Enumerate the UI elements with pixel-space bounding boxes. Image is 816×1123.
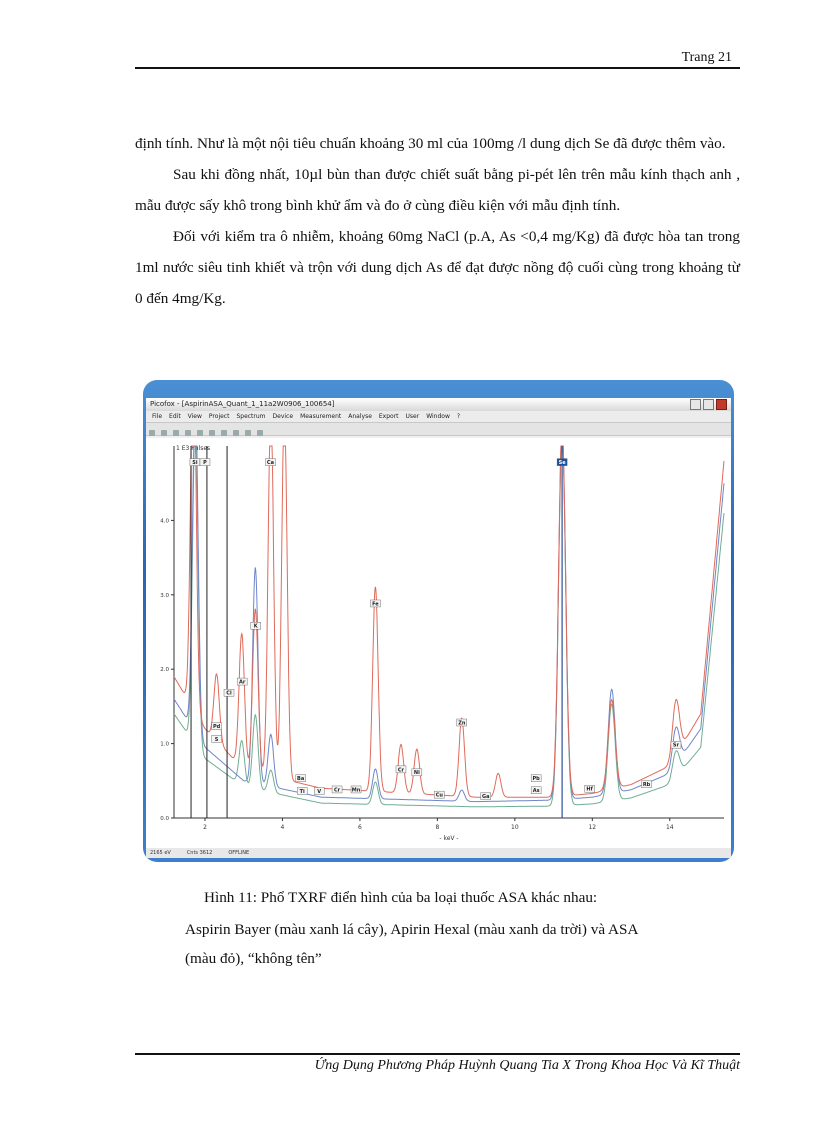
peak-label: S	[214, 736, 219, 743]
x-tick-label: 6	[358, 824, 362, 831]
x-tick-label: 14	[665, 824, 674, 831]
x-tick-label: 8	[435, 824, 440, 831]
x-tick-label: 12	[588, 824, 597, 831]
window-menubar	[146, 411, 731, 422]
menu-item: User	[405, 413, 420, 420]
toolbar-icon	[173, 430, 179, 436]
y-tick-label: 4.0	[160, 518, 169, 525]
menu-item: View	[187, 413, 202, 420]
peak-label: Sr	[672, 742, 680, 749]
peak-label: Fe	[372, 601, 379, 608]
toolbar-icon	[149, 430, 155, 436]
menu-item: Export	[378, 413, 399, 420]
toolbar-icon	[209, 430, 215, 436]
figure-caption-line-1: Hình 11: Phổ TXRF điển hình của ba loại thuốc ASA khác nhau:	[204, 889, 598, 906]
y-tick-label: 0.0	[160, 816, 169, 822]
window-buttons	[688, 399, 727, 415]
y-axis-label: 1 E3 Pulses	[176, 445, 211, 452]
peak-label: Cl	[226, 690, 232, 697]
menu-item: Window	[426, 413, 450, 420]
menu-item: Analyse	[348, 413, 372, 420]
figure-caption-line-2: Aspirin Bayer (màu xanh lá cây), Apirin Hexal (màu xanh da trời) và ASA	[185, 921, 639, 938]
menu-item: Project	[208, 413, 230, 420]
paragraph-1: định tính. Như là một nội tiêu chuẩn khoảng 30 ml của 100mg /l dung dịch Se đã được thêm vào.	[135, 135, 726, 152]
menu-item: Spectrum	[236, 413, 266, 420]
y-tick-label: 1.0	[160, 741, 169, 748]
maximize-icon	[703, 399, 714, 410]
peak-label: Se	[558, 460, 566, 466]
close-icon	[716, 399, 727, 410]
status-item: 2165 eV	[150, 850, 171, 856]
x-tick-label: 10	[511, 824, 519, 831]
spectrum-line	[174, 446, 724, 797]
menu-item: ?	[456, 413, 461, 420]
peak-label: Ni	[413, 770, 420, 777]
x-axis-label: - keV -	[439, 835, 459, 842]
status-item: OFFLINE	[228, 850, 250, 856]
spectrum-chart	[146, 438, 731, 848]
peak-label: Ca	[266, 460, 274, 466]
toolbar-icon	[245, 430, 251, 436]
page-number-label: Trang 21	[681, 50, 732, 65]
status-item: Cnts 3612	[186, 850, 213, 856]
peak-label: Pd	[212, 724, 221, 731]
window-statusbar	[146, 848, 731, 858]
spectrum-screenshot	[146, 398, 731, 858]
toolbar-icon	[161, 430, 167, 436]
peak-label: K	[253, 623, 258, 630]
toolbar-icon	[185, 430, 191, 436]
peak-label: Si	[192, 460, 198, 466]
y-tick-label: 2.0	[160, 667, 169, 674]
figure-caption-line-3: (màu đỏ), “không tên”	[185, 950, 322, 967]
toolbar-icon	[221, 430, 227, 436]
peak-label: V	[317, 788, 322, 795]
menu-item: Edit	[169, 413, 181, 420]
figure-frame	[143, 380, 734, 862]
header-rule	[135, 67, 740, 69]
footer-rule	[135, 1053, 740, 1055]
x-tick-label: 2	[203, 824, 207, 831]
toolbar-icon	[257, 430, 263, 436]
peak-label: Ar	[238, 679, 246, 686]
minimize-icon	[690, 399, 701, 410]
peak-label: Cu	[435, 792, 443, 799]
window-titlebar	[146, 398, 731, 411]
peak-label: Ba	[297, 776, 305, 783]
x-tick-label: 4	[280, 824, 285, 831]
peak-label: As	[532, 788, 540, 795]
menu-item: Device	[272, 413, 294, 420]
peak-label: Pb	[532, 776, 540, 783]
peak-label: Rb	[642, 782, 651, 789]
peak-label: Ga	[482, 794, 490, 801]
peak-label: Cr	[397, 767, 405, 774]
body-text	[135, 128, 740, 314]
toolbar-icon	[233, 430, 239, 436]
footer-text: Ứng Dụng Phương Pháp Huỳnh Quang Tia X Trong Khoa Học Và Kĩ Thuật	[314, 1058, 740, 1073]
peak-label: P	[203, 460, 207, 466]
peak-label: Hf	[586, 786, 593, 793]
paragraph-3: Đối với kiểm tra ô nhiễm, khoảng 60mg NaCl (p.A, As <0,4 mg/Kg) đã được hòa tan trong 1ml nước siêu tinh khiết và trộn với dung dịch As để đạt được nồng độ cuối cùng trong khoảng từ 0 đến 4mg/Kg.	[135, 228, 740, 307]
toolbar-icon	[197, 430, 203, 436]
paragraph-2: Sau khi đồng nhất, 10µl bùn than được chiết suất bằng pi-pét lên trên mẫu kính thạch anh , mẫu được sấy khô trong bình khử ẩm và đo ở cùng điều kiện với mẫu định tính.	[135, 166, 740, 214]
peak-label: Ti	[299, 788, 305, 795]
plot-area	[146, 438, 731, 848]
menu-item: Measurement	[300, 413, 342, 420]
peak-label: Mn	[351, 787, 361, 794]
peak-label: Zn	[458, 720, 466, 727]
peak-label: Cr	[333, 787, 341, 794]
y-tick-label: 3.0	[160, 592, 169, 599]
window-toolbar	[146, 422, 731, 436]
window-title: Picofox - [AspirinASA_Quant_1_11a2W0906_100654]	[150, 400, 335, 408]
menu-item: File	[152, 413, 163, 420]
